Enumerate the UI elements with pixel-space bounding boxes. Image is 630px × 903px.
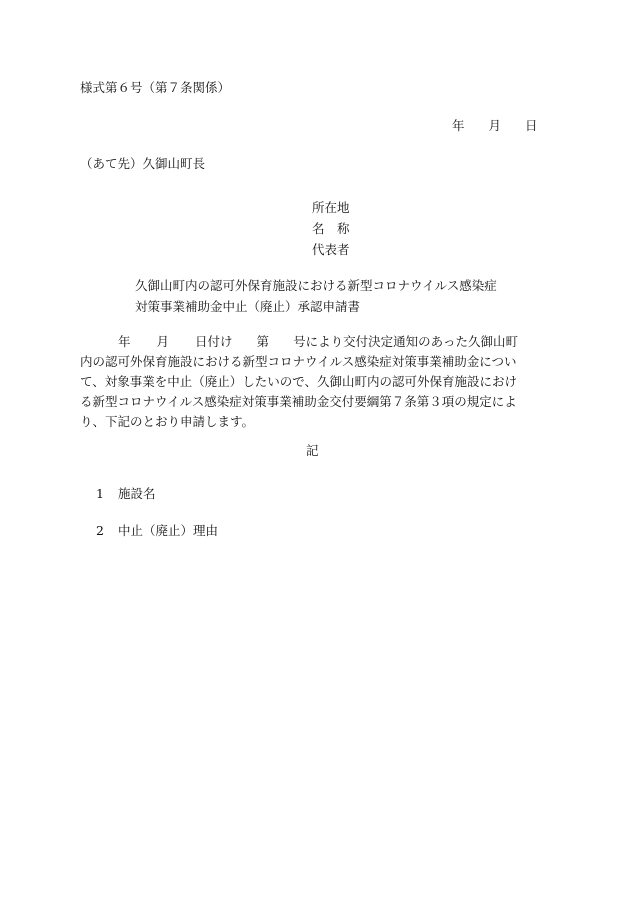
body-year: 年 [118,334,131,349]
body-line-1-rest: 号により交付決定通知のあった久御山町 [293,334,518,349]
addressee: （あて先）久御山町長 [80,156,206,171]
title-line-1: 久御山町内の認可外保育施設における新型コロナウイルス感染症 [135,278,497,293]
item-number: 2 [96,523,104,538]
form-number: 様式第６号（第７条関係） [80,80,231,95]
date-year: 年 [452,118,465,133]
list-item [96,484,156,502]
item-label: 中止（廃止）理由 [118,523,219,538]
body-line-5: り、下記のとおり申請します。 [80,414,255,429]
date-line [452,120,538,133]
ki-heading: 記 [306,443,319,458]
item-label: 施設名 [118,486,156,501]
applicant-block [312,197,350,260]
body-line-3: て、対象事業を中止（廃止）したいので、久御山町内の認可外保育施設におけ [80,374,518,389]
body-number-prefix: 第 [256,334,270,349]
body-line-1 [80,332,548,352]
title-line-2: 対策事業補助金中止（廃止）承認申請書 [135,299,361,314]
date-month: 月 [488,118,502,133]
name-label: 名 称 [312,221,350,236]
body-line-2: 内の認可外保育施設における新型コロナウイルス感染症対策事業補助金につい [80,354,517,369]
body-day-suffix: 日付け [195,334,233,349]
representative-label: 代表者 [312,242,350,257]
body-text [80,332,548,432]
body-month: 月 [156,334,170,349]
document-title [135,275,497,317]
location-label: 所在地 [312,200,350,215]
list-item [96,521,218,539]
date-day: 日 [525,118,538,133]
item-number: 1 [96,486,104,501]
body-line-4: る新型コロナウイルス感染症対策事業補助金交付要綱第７条第３項の規定によ [80,394,517,409]
